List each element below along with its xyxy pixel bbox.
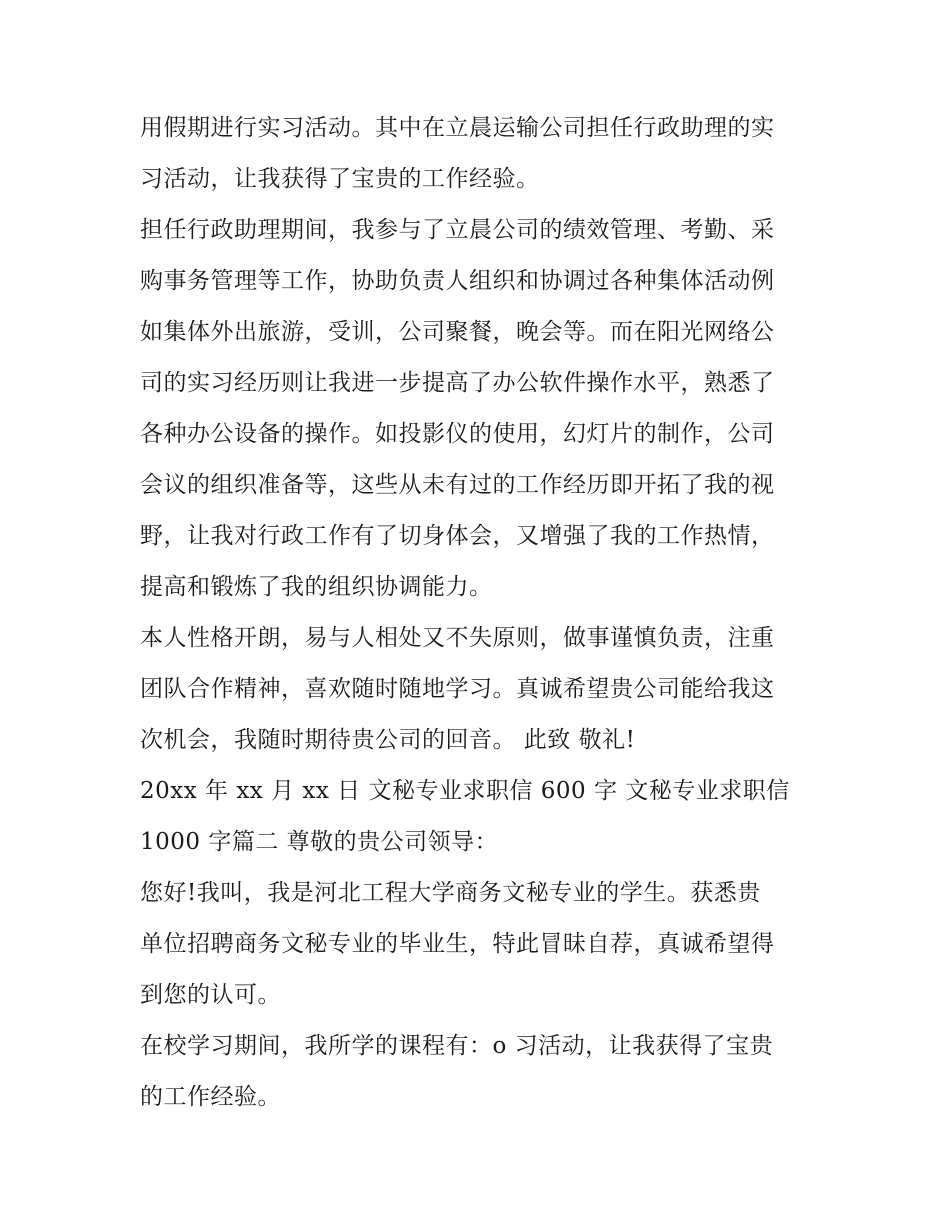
text-line: 单位招聘商务文秘专业的毕业生，特此冒昧自荐，真诚希望得 (140, 931, 775, 957)
text-line: 司的实习经历则让我进一步提高了办公软件操作水平，熟悉了 (140, 370, 775, 396)
text-line: 团队合作精神，喜欢随时随地学习。真诚希望贵公司能给我这 (140, 676, 775, 702)
text-line: 您好!我叫，我是河北工程大学商务文秘专业的学生。获悉贵 (140, 880, 761, 906)
text-line: 1000 字篇二 尊敬的贵公司领导： (140, 829, 499, 855)
text-line: 在校学习期间，我所学的课程有：o 习活动，让我获得了宝贵 (140, 1033, 774, 1059)
text-line: 20xx 年 xx 月 xx 日 文秘专业求职信 600 字 文秘专业求职信 (140, 778, 790, 804)
text-line: 各种办公设备的操作。如投影仪的使用，幻灯片的制作，公司 (140, 421, 775, 447)
text-line: 会议的组织准备等，这些从未有过的工作经历即开拓了我的视 (140, 472, 775, 498)
text-line: 用假期进行实习活动。其中在立晨运输公司担任行政助理的实 (140, 115, 775, 141)
text-line: 提高和锻炼了我的组织协调能力。 (140, 574, 493, 600)
text-line: 野，让我对行政工作有了切身体会，又增强了我的工作热情， (140, 523, 775, 549)
text-line: 的工作经验。 (140, 1084, 281, 1110)
text-line: 如集体外出旅游，受训，公司聚餐，晚会等。而在阳光网络公 (140, 319, 775, 345)
text-line: 到您的认可。 (140, 982, 281, 1008)
text-line: 习活动，让我获得了宝贵的工作经验。 (140, 166, 540, 192)
text-line: 购事务管理等工作，协助负责人组织和协调过各种集体活动例 (140, 268, 775, 294)
text-line: 本人性格开朗，易与人相处又不失原则，做事谨慎负责，注重 (140, 625, 775, 651)
text-line: 担任行政助理期间，我参与了立晨公司的绩效管理、考勤、采 (140, 217, 775, 243)
text-line: 次机会，我随时期待贵公司的回音。 此致 敬礼! (140, 727, 636, 753)
